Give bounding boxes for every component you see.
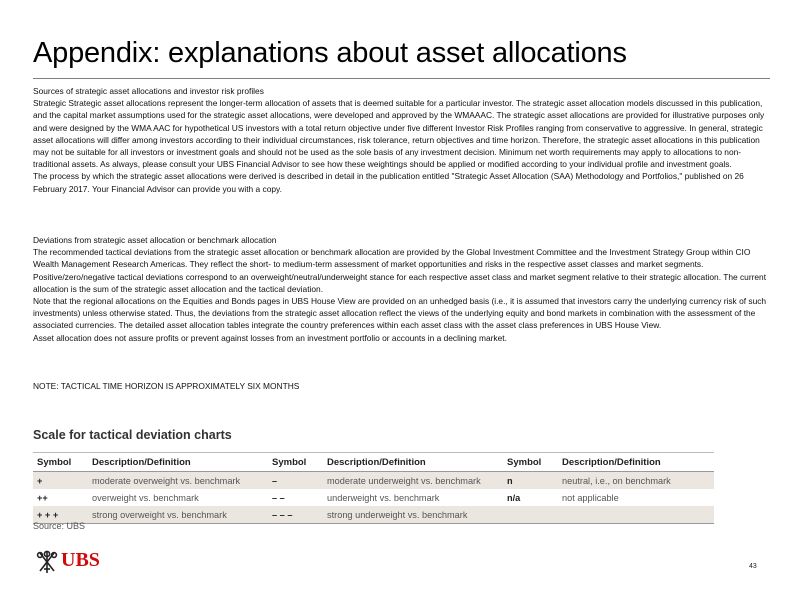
symbol-cell: + + + [33,506,88,524]
symbol-cell: – [268,472,323,490]
symbol-cell: – – [268,489,323,506]
scale-title: Scale for tactical deviation charts [33,428,232,442]
title-divider [33,78,770,79]
table-source: Source: UBS [33,521,86,531]
table-row [33,506,714,524]
symbol-cell: + [33,472,88,490]
ubs-keys-logo-icon [35,549,59,575]
section2-paragraph-2: Note that the regional allocations on the Equities and Bonds pages in UBS House View are provided on an unhedged basis (i.e., it is assumed that investors carry the underlying currency risk of such investments) unless otherwise stated. Thus, the deviations from the strategic asset allocation reflect the views of the underlying equity and bond markets in combination with the assessment of the associated currencies. The detailed asset allocation tables integrate the country preferences within each asset class with the asset class preferences in UBS House View. [33,296,767,331]
section2-paragraph-3: Asset allocation does not assure profits or prevent against losses from an investment portfolio or accounts in a declining market. [33,332,507,343]
section-strategic-allocations [33,85,770,195]
symbol-cell: n/a [503,489,558,506]
section1-heading: Sources of strategic asset allocations and investor risk profiles [33,86,264,96]
column-header: Description/Definition [88,453,268,472]
definition-cell: underweight vs. benchmark [323,489,503,506]
table-row [33,472,714,490]
definition-cell: neutral, i.e., on benchmark [558,472,714,490]
column-header: Description/Definition [323,453,503,472]
section1-paragraph-1: Strategic Strategic asset allocations represent the longer-term allocation of assets that is deemed suitable for a particular investor. The strategic asset allocation models discussed in this publication, and the capital market assumptions used for the strategic asset allocations, were developed and approved by the WMAAAC. The strategic asset allocations are provided for illustrative purposes only and were designed by the WMA AAC for hypothetical US investors with a total return objective under five different Investor Risk Profiles ranging from conservative to aggressive. In general, strategic asset allocations will differ among investors according to their individual circumstances, risk tolerance, return objectives and time horizon. Therefore, the strategic asset allocations in this publication may not be suitable for all investors or investment goals and should not be used as the sole basis of any investment decision. Minimum net worth requirements may apply to allocations to non-traditional assets. As always, please consult your UBS Financial Advisor to see how these weightings should be applied or modified according to your individual profile and investment goals. [33,98,765,170]
definition-cell: overweight vs. benchmark [88,489,268,506]
definition-cell: strong overweight vs. benchmark [88,506,268,524]
definition-cell [558,506,714,524]
table-row [33,489,714,506]
page-number: 43 [749,563,757,570]
ubs-wordmark: UBS [61,549,100,571]
symbol-cell: ++ [33,489,88,506]
definition-cell: moderate overweight vs. benchmark [88,472,268,490]
table-header-row [33,453,714,472]
column-header: Symbol [268,453,323,472]
column-header: Symbol [503,453,558,472]
column-header: Description/Definition [558,453,714,472]
section2-heading: Deviations from strategic asset allocation or benchmark allocation [33,235,277,245]
slide-title: Appendix: explanations about asset allocations [33,37,627,69]
definition-cell: not applicable [558,489,714,506]
tactical-scale-table [33,452,714,524]
section-deviations [33,234,770,344]
column-header: Symbol [33,453,88,472]
section1-paragraph-2: The process by which the strategic asset allocations were derived is described in detail in the publication entitled "Strategic Asset Allocation (SAA) Methodology and Portfolios," published on 26 February 2017. Your Financial Advisor can provide you with a copy. [33,171,744,194]
symbol-cell [503,506,558,524]
symbol-cell: – – – [268,506,323,524]
section2-paragraph-1: The recommended tactical deviations from the strategic asset allocation or benchmark allocation are provided by the Global Investment Committee and the Investment Strategy Group within CIO Wealth Management Research Americas. They reflect the short- to medium-term assessment of market opportunities and risks in the respective asset classes and market segments. Positive/zero/negative tactical deviations correspond to an overweight/neutral/underweight stance for each respective asset class and market segment relative to their strategic allocation. The current allocation is the sum of the strategic asset allocation and the tactical deviation. [33,247,767,294]
tactical-horizon-note: NOTE: TACTICAL TIME HORIZON IS APPROXIMATELY SIX MONTHS [33,381,300,391]
symbol-cell: n [503,472,558,490]
definition-cell: moderate underweight vs. benchmark [323,472,503,490]
definition-cell: strong underweight vs. benchmark [323,506,503,524]
